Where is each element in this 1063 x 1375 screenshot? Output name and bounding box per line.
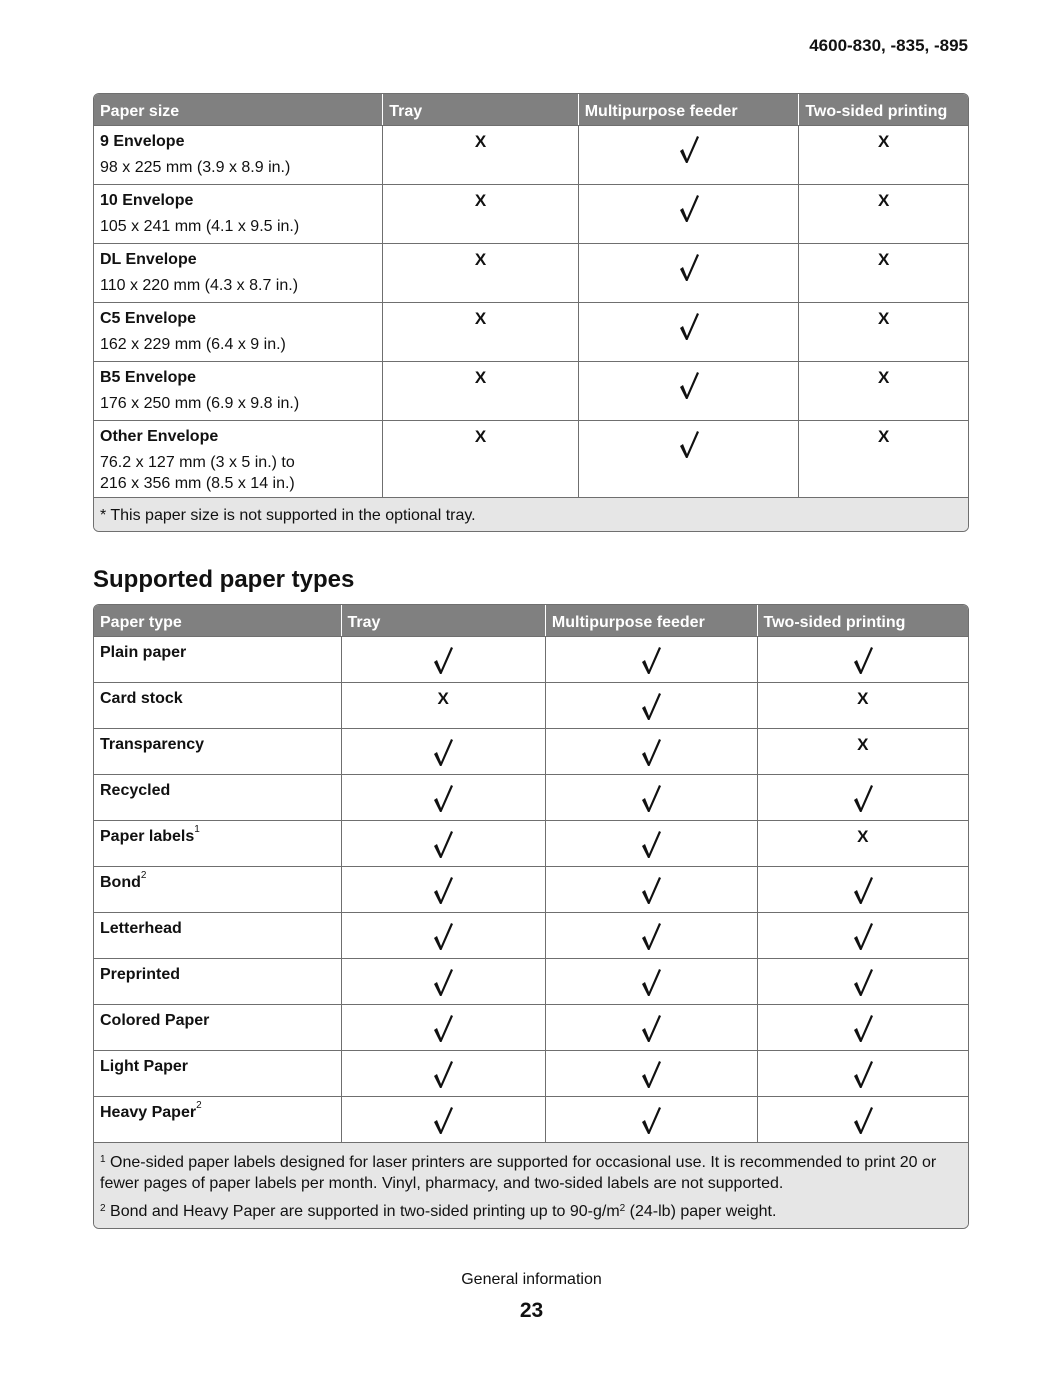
x-mark-icon: X [857, 827, 869, 846]
x-mark-icon: X [877, 191, 890, 210]
table-row [94, 1096, 968, 1142]
table-row [94, 420, 968, 497]
paper-size-name: 9 Envelope [100, 133, 185, 150]
document-model-number: 4600-830, -835, -895 [809, 36, 968, 55]
table-row [94, 866, 968, 912]
checkmark-icon [678, 252, 700, 282]
checkmark-icon [678, 370, 700, 400]
multipurpose-feeder-cell [578, 243, 799, 302]
two-sided-printing-cell [757, 1004, 968, 1050]
x-mark-icon: X [857, 735, 869, 754]
column-header-tray: Tray [382, 94, 577, 125]
table-row [94, 243, 968, 302]
paper-type-cell [94, 912, 341, 958]
checkmark-icon [432, 1105, 454, 1135]
checkmark-icon [852, 967, 874, 997]
multipurpose-feeder-cell [578, 302, 799, 361]
tray-cell [341, 1050, 545, 1096]
paper-size-name: B5 Envelope [100, 369, 197, 386]
x-mark-icon: X [877, 309, 890, 328]
tray-cell [382, 184, 577, 243]
paper-type-name: Plain paper [100, 644, 187, 661]
x-mark-icon: X [474, 250, 487, 269]
table-row [94, 1050, 968, 1096]
x-mark-icon: X [877, 250, 890, 269]
paper-size-cell [94, 302, 382, 361]
x-mark-icon: X [474, 309, 487, 328]
checkmark-icon [852, 645, 874, 675]
checkmark-icon [432, 737, 454, 767]
multipurpose-feeder-cell [545, 1050, 757, 1096]
paper-type-name: Colored Paper [100, 1012, 210, 1029]
paper-type-cell [94, 682, 341, 728]
checkmark-icon [432, 1013, 454, 1043]
x-mark-icon: X [857, 689, 869, 708]
checkmark-icon [852, 783, 874, 813]
multipurpose-feeder-cell [578, 184, 799, 243]
paper-type-cell [94, 1050, 341, 1096]
tray-cell [341, 728, 545, 774]
table-row [94, 682, 968, 728]
multipurpose-feeder-cell [578, 420, 799, 497]
checkmark-icon [432, 967, 454, 997]
tray-cell [341, 682, 545, 728]
x-mark-icon: X [877, 368, 890, 387]
paper-type-name: Bond [100, 874, 141, 891]
size-table-footnote: * This paper size is not supported in the optional tray. [94, 497, 968, 531]
paper-type-name: Light Paper [100, 1058, 189, 1075]
multipurpose-feeder-cell [545, 958, 757, 1004]
checkmark-icon [852, 875, 874, 905]
multipurpose-feeder-cell [578, 361, 799, 420]
paper-type-table [93, 604, 969, 1229]
checkmark-icon [852, 1013, 874, 1043]
paper-size-name: C5 Envelope [100, 310, 197, 327]
column-header-multipurpose-feeder: Multipurpose feeder [578, 94, 799, 125]
multipurpose-feeder-cell [545, 774, 757, 820]
checkmark-icon [432, 783, 454, 813]
footnote-1: $^1$ One-sided paper labels designed for laser printers are supported for occasional use. It is recommended to print 20 or fewer pages of paper labels per month. Vinyl, pharmacy, and two-sided labels are not supported. [100, 1154, 937, 1192]
checkmark-icon [432, 875, 454, 905]
two-sided-printing-cell [757, 820, 968, 866]
checkmark-icon [640, 691, 662, 721]
two-sided-printing-cell [798, 243, 968, 302]
checkmark-icon [640, 921, 662, 951]
table-row [94, 774, 968, 820]
tray-cell [341, 1004, 545, 1050]
table-header-row [94, 94, 968, 125]
checkmark-icon [640, 1013, 662, 1043]
tray-cell [341, 912, 545, 958]
paper-size-dimensions: 105 x 241 mm (4.1 x 9.5 in.) [100, 218, 300, 235]
paper-size-cell [94, 243, 382, 302]
paper-size-dimensions: 216 x 356 mm (8.5 x 14 in.) [100, 475, 295, 492]
tray-cell [382, 243, 577, 302]
type-table-footnotes [94, 1142, 968, 1228]
x-mark-icon: X [877, 427, 890, 446]
table-header-row [94, 605, 968, 636]
multipurpose-feeder-cell [545, 820, 757, 866]
checkmark-icon [640, 783, 662, 813]
paper-type-name: Heavy Paper [100, 1104, 197, 1121]
table-row [94, 125, 968, 184]
tray-cell [382, 125, 577, 184]
table-footnote-row [94, 497, 968, 531]
paper-size-dimensions: 176 x 250 mm (6.9 x 9.8 in.) [100, 395, 300, 412]
paper-type-name: Transparency [100, 736, 205, 753]
paper-size-cell [94, 361, 382, 420]
footnote-2: $^2$ Bond and Heavy Paper are supported in two-sided printing up to $90-g/m^2$ (24-lb) paper weight. [100, 1203, 777, 1220]
checkmark-icon [852, 921, 874, 951]
table-row [94, 1004, 968, 1050]
paper-size-name: 10 Envelope [100, 192, 194, 209]
checkmark-icon [640, 829, 662, 859]
paper-size-name: Other Envelope [100, 428, 219, 445]
tray-cell [382, 361, 577, 420]
paper-type-cell [94, 1004, 341, 1050]
two-sided-printing-cell [757, 958, 968, 1004]
table-row [94, 820, 968, 866]
x-mark-icon: X [474, 368, 487, 387]
tray-cell [341, 1096, 545, 1142]
multipurpose-feeder-cell [545, 1004, 757, 1050]
paper-type-cell [94, 774, 341, 820]
table-row [94, 636, 968, 682]
footnote-reference: 2 [196, 1100, 202, 1111]
paper-type-name: Recycled [100, 782, 171, 799]
two-sided-printing-cell [757, 682, 968, 728]
x-mark-icon: X [437, 689, 449, 708]
two-sided-printing-cell [798, 420, 968, 497]
paper-type-cell [94, 728, 341, 774]
checkmark-icon [640, 875, 662, 905]
paper-type-name: Letterhead [100, 920, 182, 937]
column-header-two-sided-printing: Two-sided printing [757, 605, 968, 636]
table-row [94, 302, 968, 361]
table-row [94, 728, 968, 774]
two-sided-printing-cell [757, 728, 968, 774]
checkmark-icon [640, 737, 662, 767]
table-row [94, 958, 968, 1004]
paper-type-cell [94, 866, 341, 912]
two-sided-printing-cell [757, 1096, 968, 1142]
checkmark-icon [852, 1105, 874, 1135]
column-header-multipurpose-feeder: Multipurpose feeder [545, 605, 757, 636]
two-sided-printing-cell [798, 125, 968, 184]
two-sided-printing-cell [798, 302, 968, 361]
paper-size-table [93, 93, 969, 532]
x-mark-icon: X [877, 132, 890, 151]
tray-cell [341, 958, 545, 1004]
tray-cell [341, 636, 545, 682]
paper-size-name: DL Envelope [100, 251, 197, 268]
table-footnote-row [94, 1142, 968, 1228]
two-sided-printing-cell [757, 866, 968, 912]
checkmark-icon [678, 429, 700, 459]
paper-type-cell [94, 820, 341, 866]
column-header-tray: Tray [341, 605, 545, 636]
checkmark-icon [852, 1059, 874, 1089]
paper-type-cell [94, 636, 341, 682]
multipurpose-feeder-cell [578, 125, 799, 184]
multipurpose-feeder-cell [545, 636, 757, 682]
checkmark-icon [640, 967, 662, 997]
checkmark-icon [678, 311, 700, 341]
checkmark-icon [432, 829, 454, 859]
two-sided-printing-cell [757, 912, 968, 958]
paper-type-cell [94, 1096, 341, 1142]
x-mark-icon: X [474, 191, 487, 210]
paper-type-name: Preprinted [100, 966, 181, 983]
footnote-reference: 1 [194, 824, 200, 835]
checkmark-icon [432, 645, 454, 675]
column-header-two-sided-printing: Two-sided printing [798, 94, 968, 125]
checkmark-icon [432, 921, 454, 951]
table-row [94, 184, 968, 243]
tray-cell [341, 866, 545, 912]
checkmark-icon [640, 1105, 662, 1135]
two-sided-printing-cell [757, 1050, 968, 1096]
paper-type-name: Card stock [100, 690, 183, 707]
x-mark-icon: X [474, 132, 487, 151]
tray-cell [382, 302, 577, 361]
two-sided-printing-cell [798, 184, 968, 243]
tray-cell [341, 820, 545, 866]
two-sided-printing-cell [757, 774, 968, 820]
column-header-paper-type: Paper type [94, 605, 341, 636]
checkmark-icon [678, 134, 700, 164]
multipurpose-feeder-cell [545, 1096, 757, 1142]
checkmark-icon [640, 645, 662, 675]
paper-size-cell [94, 184, 382, 243]
footer-section-label: General information [461, 1271, 602, 1288]
multipurpose-feeder-cell [545, 912, 757, 958]
paper-type-name: Paper labels [100, 828, 195, 845]
x-mark-icon: X [474, 427, 487, 446]
section-title-supported-paper-types: Supported paper types [93, 566, 355, 593]
column-header-paper-size: Paper size [94, 94, 382, 125]
paper-type-cell [94, 958, 341, 1004]
table-row [94, 361, 968, 420]
checkmark-icon [432, 1059, 454, 1089]
tray-cell [341, 774, 545, 820]
two-sided-printing-cell [798, 361, 968, 420]
multipurpose-feeder-cell [545, 866, 757, 912]
footnote-reference: 2 [140, 870, 147, 881]
paper-size-cell [94, 420, 382, 497]
tray-cell [382, 420, 577, 497]
paper-size-dimensions: 98 x 225 mm (3.9 x 8.9 in.) [100, 159, 291, 176]
two-sided-printing-cell [757, 636, 968, 682]
paper-size-dimensions: 76.2 x 127 mm (3 x 5 in.) to [100, 454, 295, 471]
paper-size-dimensions: 110 x 220 mm (4.3 x 8.7 in.) [100, 277, 299, 294]
multipurpose-feeder-cell [545, 728, 757, 774]
checkmark-icon [640, 1059, 662, 1089]
multipurpose-feeder-cell [545, 682, 757, 728]
paper-size-dimensions: 162 x 229 mm (6.4 x 9 in.) [100, 336, 286, 353]
table-row [94, 912, 968, 958]
paper-size-cell [94, 125, 382, 184]
page-number: 23 [519, 1299, 544, 1322]
checkmark-icon [678, 193, 700, 223]
